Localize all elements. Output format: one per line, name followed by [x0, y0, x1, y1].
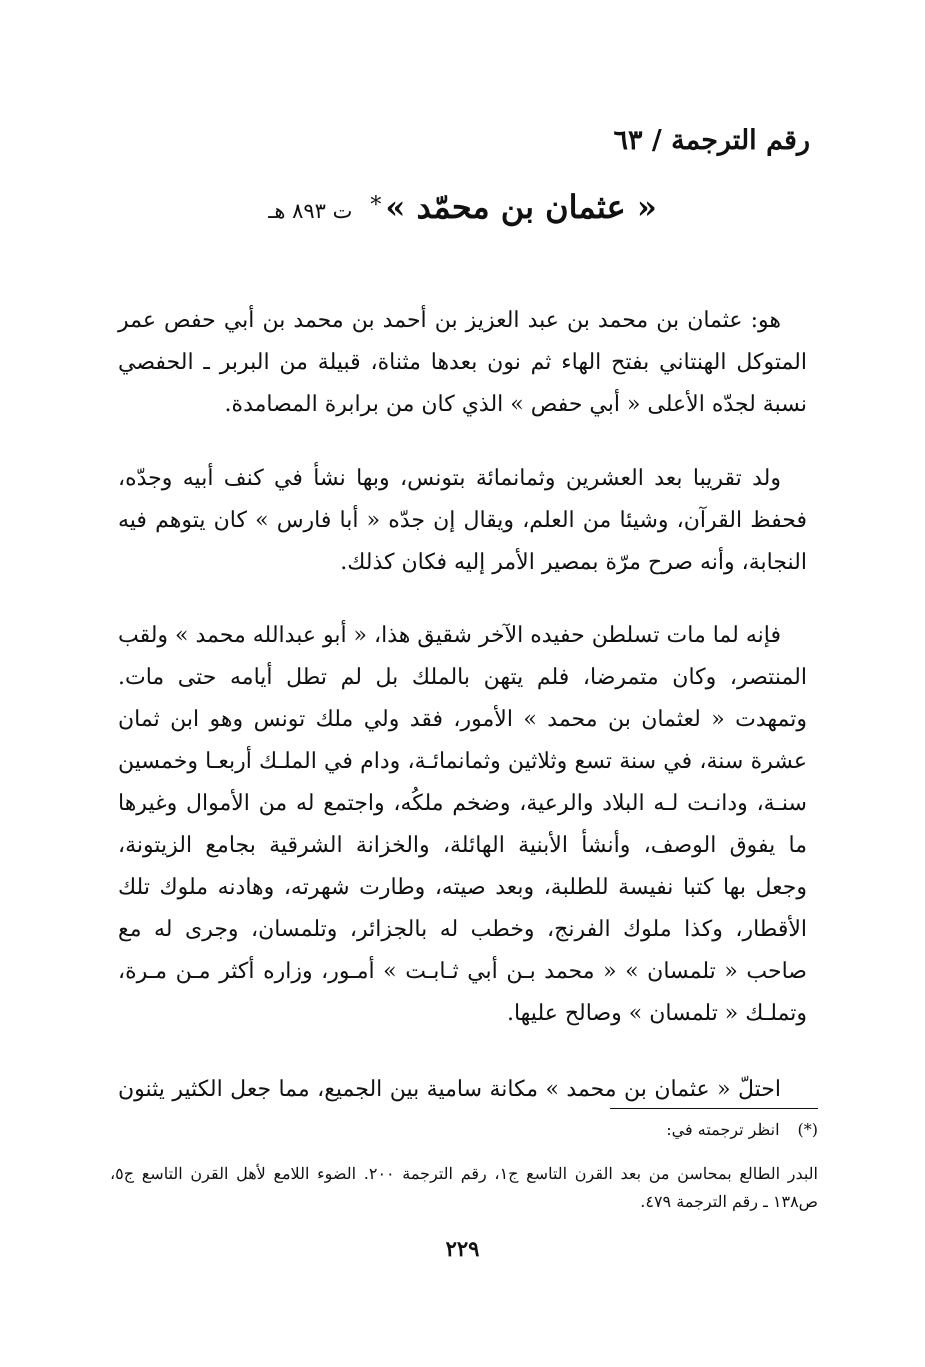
entry-number-heading: رقم الترجمة / ٦٣	[613, 125, 810, 156]
body-paragraph: فإنه لما مات تسلطن حفيده الآخر شقيق هذا، « أبو عبدالله محمد » ولقب المنتصر، وكان متمرضا، فلم يتهن بالملك بل لم تطل أيامه حتى مات. وتمهدت « لعثمان بن محمد » الأمور، فقد ولي ملك تونس وهو ابن ثمان عشرة سنة، في سنة تسع وثلاثين وثمانمائـة، ودام في الملـك أربعـا وخمسين سنـة، ودانـت لـه البلاد والرعية، وضخم ملكُه، واجتمع له من الأموال وغيرها ما يفوق الوصف، وأنشأ الأبنية الهائلة، والخزانة الشرقية بجامع الزيتونة، وجعل بها كتبا نفيسة للطلبة، وبعد صيته، وطارت شهرته، وهادنه ملوك تلك الأقطار، وكذا ملوك الفرنج، وخطب له بالجزائر، وتلمسان، وجرى له مع صاحب « تلمسان » « محمد بـن أبي ثـابـت » أمـور، وزاره أكثر مـن مـرة، وتملـك « تلمسان » وصالح عليها.	[118, 623, 807, 1026]
footnote-divider	[610, 1108, 818, 1109]
body-paragraph: ولد تقريبا بعد العشرين وثمانمائة بتونس، وبها نشأ في كنف أبيه وجدّه، فحفظ القرآن، وشيئا من العلم، ويقال إن جدّه « أبا فارس » كان يتوهم فيه النجابة، وأنه صرح مرّة بمصير الأمر إليه فكان كذلك.	[118, 466, 807, 575]
body-paragraph: هو: عثمان بن محمد بن عبد العزيز بن أحمد بن محمد بن أبي حفص عمر المتوكل الهنتاني بفتح الهاء ثم نون بعدها مثناة، قبيلة من البربر ـ الحفصي نسبة لجدّه الأعلى « أبي حفص » الذي كان من برابرة المصامدة.	[118, 308, 807, 417]
page-number: ٢٢٩	[445, 1236, 480, 1261]
biography-title	[0, 188, 925, 226]
footnote-marker: *	[370, 192, 382, 218]
footnote-heading	[666, 1120, 818, 1139]
subject-name: « عثمان بن محمّد »	[385, 188, 657, 226]
footnote-mark: (*)	[797, 1120, 818, 1139]
footnote-text: البدر الطالع بمحاسن من بعد القرن التاسع ج١، رقم الترجمة ٢٠٠. الضوء اللامع لأهل القرن التاسع ج٥، ص١٣٨ ـ رقم الترجمة ٤٧٩.	[110, 1164, 819, 1211]
death-date: ت ٨٩٣ هـ	[268, 199, 353, 223]
footnote-heading-text: انظر ترجمته في:	[666, 1120, 780, 1139]
body-paragraph: احتلّ « عثمان بن محمد » مكانة سامية بين الجميع، مما جعل الكثير يثنون	[118, 1077, 781, 1102]
